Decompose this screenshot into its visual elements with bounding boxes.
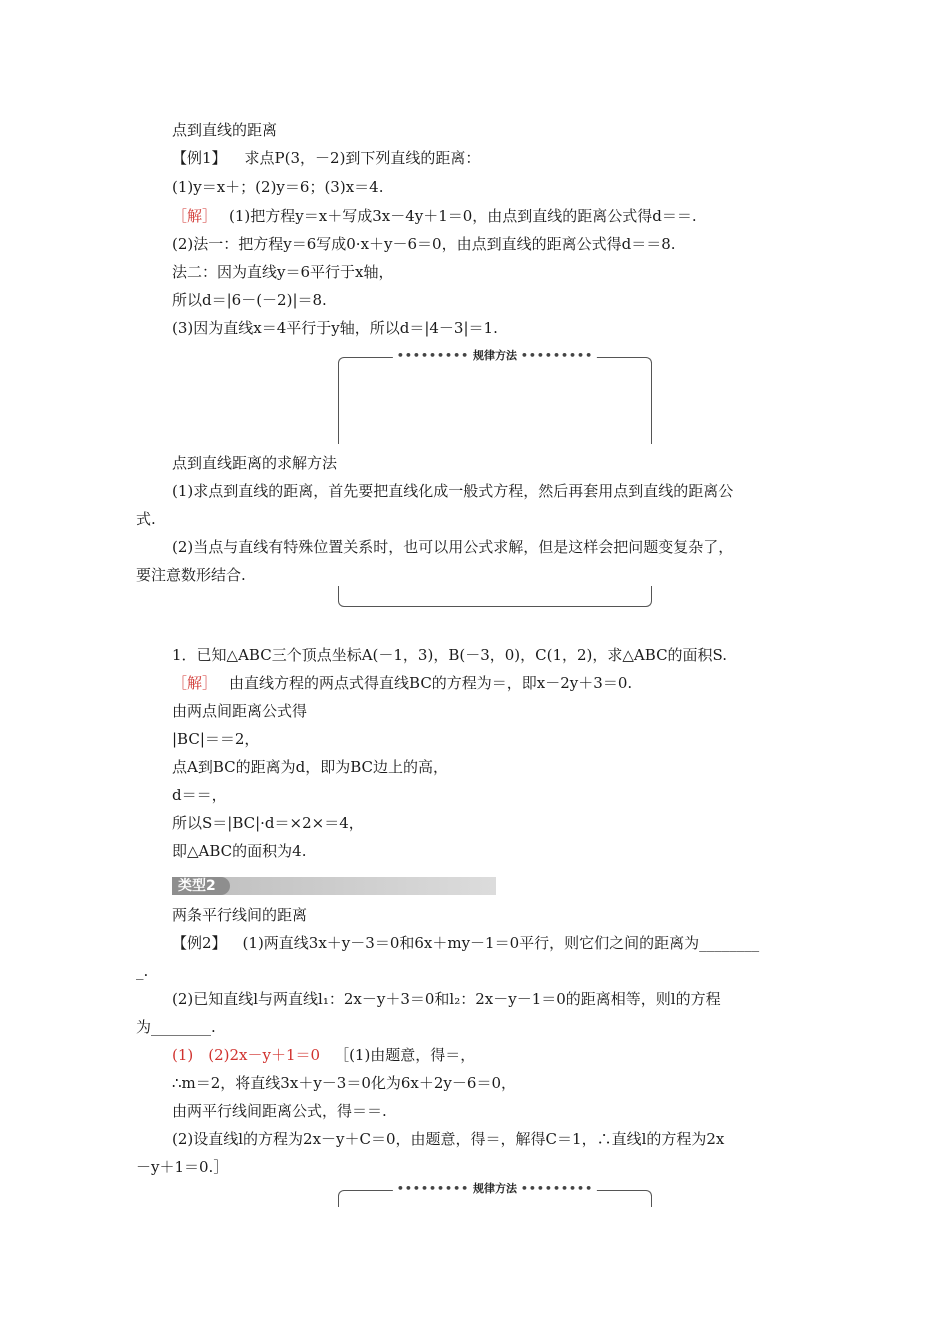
example-2-line xyxy=(172,933,759,953)
example-question-1: (1)两直线3x＋y－3＝0和6x＋my－1＝0平行，则它们之间的距离为________ xyxy=(242,934,760,952)
example-label: 【例1】 xyxy=(172,149,227,167)
example-2-solution-2: ∴m＝2，将直线3x＋y－3＝0化为6x＋2y－6＝0， xyxy=(172,1074,516,1092)
practice-solution-1 xyxy=(172,673,632,693)
method-box-top xyxy=(338,349,652,444)
type-label: 类型2 xyxy=(172,877,230,895)
example-label: 【例2】 xyxy=(172,934,227,952)
method-line-2: 式. xyxy=(136,510,156,528)
type-banner xyxy=(172,877,496,895)
practice-solution-3: |BC|＝＝2， xyxy=(172,730,260,748)
method-line-1: (1)求点到直线的距离，首先要把直线化成一般式方程，然后再套用点到直线的距离公 xyxy=(172,482,734,500)
method-label-2: ••••••••• 规律方法 ••••••••• xyxy=(393,1180,597,1196)
example-2-solution-3: 由两平行线间距离公式，得＝＝. xyxy=(172,1102,387,1120)
solution-line-2: (2)法一：把方程y＝6写成0·x＋y－6＝0，由点到直线的距离公式得d＝＝8. xyxy=(172,235,676,253)
solution-line-4: 所以d＝|6－(－2)|＝8. xyxy=(172,291,327,309)
solution-text: (1)把方程y＝x＋写成3x－4y＋1＝0，由点到直线的距离公式得d＝＝. xyxy=(229,207,697,225)
method-box-top-2 xyxy=(338,1182,652,1207)
method-label: ••••••••• 规律方法 ••••••••• xyxy=(393,347,597,363)
example-2-answer-line xyxy=(172,1045,475,1065)
example-parts: (1)y＝x＋；(2)y＝6；(3)x＝4. xyxy=(172,178,384,196)
practice-solution-2: 由两点间距离公式得 xyxy=(172,702,308,720)
answer-explanation: ［(1)由题意，得＝， xyxy=(334,1046,476,1064)
solution-line-5: (3)因为直线x＝4平行于y轴，所以d＝|4－3|＝1. xyxy=(172,319,498,337)
example-1-line xyxy=(172,148,480,168)
section-title: 点到直线的距离 xyxy=(172,121,278,139)
method-line-3: (2)当点与直线有特殊位置关系时，也可以用公式求解，但是这样会把问题变复杂了， xyxy=(172,538,734,556)
answer-text: (1) (2)2x－y＋1＝0 xyxy=(172,1046,321,1064)
practice-solution-7: 即△ABC的面积为4. xyxy=(172,842,307,860)
section-title-2: 两条平行线间的距离 xyxy=(172,906,308,924)
method-line-4: 要注意数形结合. xyxy=(136,566,246,584)
solution-line-1 xyxy=(172,206,697,226)
practice-question: 1．已知△ABC三个顶点坐标A(－1，3)，B(－3，0)，C(1，2)，求△ABC的面积S. xyxy=(172,646,728,664)
solution-tag: ［解］ xyxy=(172,207,218,225)
example-question: 求点P(3，－2)到下列直线的距离： xyxy=(244,149,481,167)
practice-solution-6: 所以S＝|BC|·d＝×2×＝4， xyxy=(172,814,364,832)
example-question-1-cont: _. xyxy=(136,962,149,980)
method-title: 点到直线距离的求解方法 xyxy=(172,454,338,472)
solution-text: 由直线方程的两点式得直线BC的方程为＝，即x－2y＋3＝0. xyxy=(229,674,633,692)
example-question-2: (2)已知直线l与两直线l₁：2x－y＋3＝0和l₂：2x－y－1＝0的距离相等，则l的方程 xyxy=(172,990,721,1008)
example-2-solution-4: (2)设直线l的方程为2x－y＋C＝0，由题意，得＝，解得C＝1，∴直线l的方程为2x xyxy=(172,1130,725,1148)
example-question-2-cont: 为________. xyxy=(136,1018,216,1036)
method-box-bottom xyxy=(338,586,652,607)
example-2-solution-5: －y＋1＝0.］ xyxy=(136,1158,229,1176)
solution-tag: ［解］ xyxy=(172,674,218,692)
practice-solution-5: d＝＝， xyxy=(172,786,227,804)
practice-solution-4: 点A到BC的距离为d，即为BC边上的高， xyxy=(172,758,448,776)
solution-line-3: 法二：因为直线y＝6平行于x轴， xyxy=(172,263,394,281)
